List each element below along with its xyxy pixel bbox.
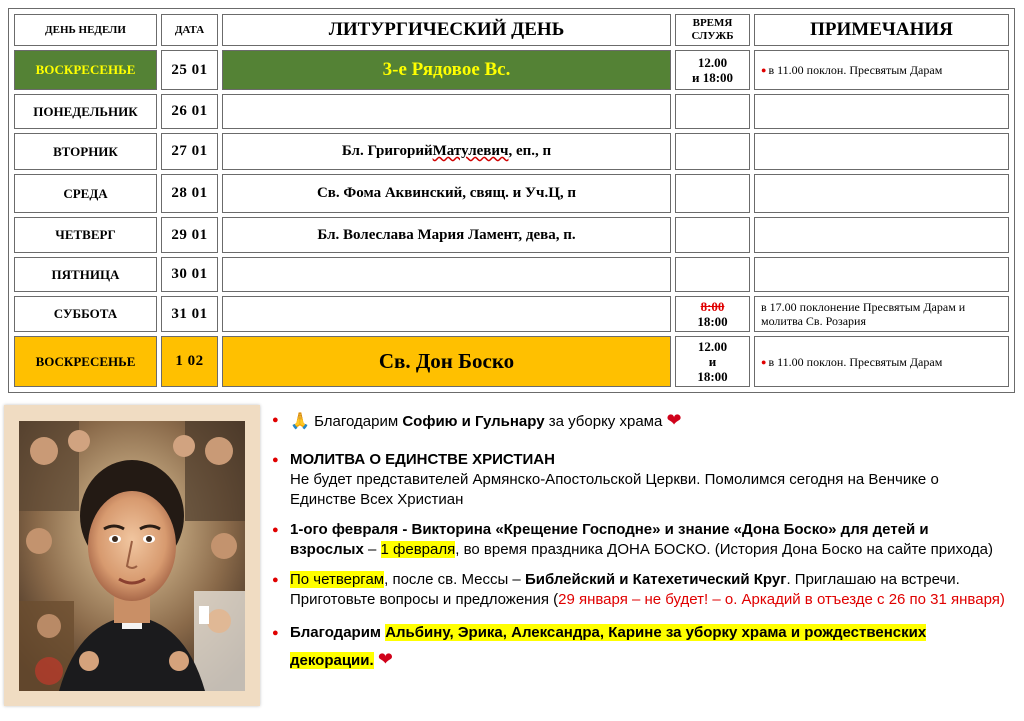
announcement-2-title: МОЛИТВА О ЕДИНСТВЕ ХРИСТИАН	[290, 451, 555, 468]
announcements	[270, 410, 1005, 674]
row7-time2: 18:00	[697, 314, 728, 329]
row8-note-text: в 11.00 поклон. Пресвятым Дарам	[768, 354, 943, 369]
row3-day: ВТОРНИК	[14, 133, 157, 170]
row2-note	[754, 94, 1009, 129]
announcement-2-text: Не будет представителей Армянско-Апостольской Церкви. Помолимся сегодня на Венчике о Единстве Всех Христиан	[290, 471, 939, 508]
announcement-4-bold: Библейский и Катехетический Круг	[524, 571, 787, 588]
header-day: ДЕНЬ НЕДЕЛИ	[14, 14, 157, 46]
row4-day: СРЕДА	[14, 174, 157, 213]
row3-note	[754, 133, 1009, 170]
heart-icon: ❤	[377, 649, 393, 669]
row7-note	[754, 296, 1009, 332]
row6-liturgical	[222, 257, 671, 292]
header-date: ДАТА	[161, 14, 218, 46]
row1-day: ВОСКРЕСЕНЬЕ	[14, 50, 157, 90]
row1-note-text: в 11.00 поклон. Пресвятым Дарам	[768, 63, 943, 77]
header-notes: ПРИМЕЧАНИЯ	[754, 14, 1009, 46]
row5-liturgical: Бл. Волеслава Мария Ламент, дева, п.	[222, 217, 671, 253]
bullet-dot-icon: ●	[761, 356, 767, 367]
announcement-1-a: Благодарим	[314, 413, 403, 430]
row4-liturgical: Св. Фома Аквинский, свящ. и Уч.Ц, п	[222, 174, 671, 213]
row1-date: 25 01	[161, 50, 218, 90]
row6-date: 30 01	[161, 257, 218, 292]
announcement-4	[270, 570, 1005, 610]
row7-note-text: в 17.00 поклонение Пресвятым Дарам и молитва Св. Розария	[761, 300, 966, 328]
row8-date: 1 02	[161, 336, 218, 387]
row4-note	[754, 174, 1009, 213]
header-time-line1: ВРЕМЯ	[692, 17, 733, 29]
heart-icon: ❤	[666, 410, 682, 430]
row3-liturgical	[222, 133, 671, 170]
portrait-collage-svg	[19, 421, 245, 691]
row7-date: 31 01	[161, 296, 218, 332]
bullet-dot-icon: ●	[761, 65, 767, 75]
announcement-4-red: 29 января – не будет! – о. Аркадий в отъезде с 26 по 31 января)	[558, 591, 1005, 608]
row8-day: ВОСКРЕСЕНЬЕ	[14, 336, 157, 387]
header-service-time	[675, 14, 750, 46]
announcement-3-bold: 1-ого февраля - Викторина «Крещение Господне» и знание «Дона Боско» для детей и взрослых	[290, 521, 929, 558]
row6-note	[754, 257, 1009, 292]
announcement-3-rest: , во время праздника ДОНА БОСКО. (История Дона Боско на сайте прихода)	[455, 541, 993, 558]
row3-time	[675, 133, 750, 170]
row7-time1-cancelled: 8:00	[700, 299, 725, 314]
announcement-5-highlight-2: декорации.	[290, 652, 374, 669]
row5-time	[675, 217, 750, 253]
announcement-4-b: . Приглашаю на встречи. Приготовьте вопросы и предложения (	[290, 571, 960, 608]
row3-lit-b: Матулевич	[432, 143, 509, 159]
row1-time	[675, 50, 750, 90]
row7-time	[675, 296, 750, 332]
announcement-3	[270, 520, 1005, 560]
row7-day: СУББОТА	[14, 296, 157, 332]
row5-note	[754, 217, 1009, 253]
row3-lit-a: Бл. Григорий	[341, 143, 433, 159]
praying-hands-icon: 🙏	[290, 413, 310, 430]
row5-date: 29 01	[161, 217, 218, 253]
row8-time3: 18:00	[697, 369, 728, 384]
header-liturgical-day: ЛИТУРГИЧЕСКИЙ ДЕНЬ	[222, 14, 671, 46]
row2-time	[675, 94, 750, 129]
announcement-3-date-highlight: 1 февраля	[380, 541, 456, 558]
announcement-5-bold: Благодарим	[290, 624, 386, 641]
row2-day: ПОНЕДЕЛЬНИК	[14, 94, 157, 129]
row6-day: ПЯТНИЦА	[14, 257, 157, 292]
row3-lit-c: , еп., п	[508, 143, 552, 159]
announcement-1-c: за уборку храма	[544, 413, 663, 430]
row8-time	[675, 336, 750, 387]
row3-date: 27 01	[161, 133, 218, 170]
announcement-4-highlight: По четвергам	[290, 571, 385, 588]
announcement-2	[270, 450, 1005, 510]
announcement-4-a: , после св. Мессы –	[384, 571, 525, 588]
row4-date: 28 01	[161, 174, 218, 213]
row8-time2: и	[708, 354, 717, 369]
row5-day: ЧЕТВЕРГ	[14, 217, 157, 253]
row1-liturgical: 3-е Рядовое Вс.	[222, 50, 671, 90]
row2-liturgical	[222, 94, 671, 129]
announcement-3-dash: –	[363, 541, 381, 558]
row8-liturgical: Св. Дон Боско	[222, 336, 671, 387]
row1-time1: 12.00	[697, 55, 728, 70]
row1-note	[754, 50, 1009, 90]
announcement-1-names: Софию и Гульнару	[402, 413, 545, 430]
row7-liturgical	[222, 296, 671, 332]
row8-time1: 12.00	[697, 339, 728, 354]
announcement-1	[270, 410, 1005, 432]
header-time-line2: СЛУЖБ	[691, 30, 734, 42]
schedule-table	[8, 8, 1015, 393]
row2-date: 26 01	[161, 94, 218, 129]
row1-time2: и 18:00	[691, 70, 734, 85]
announcement-5-highlight-1: Альбину, Эрика, Александра, Карине за уборку храма и рождественских	[385, 624, 927, 641]
announcement-5	[270, 620, 1005, 674]
don-bosco-portrait-frame	[4, 405, 260, 706]
row6-time	[675, 257, 750, 292]
don-bosco-portrait-icon	[19, 421, 245, 691]
row8-note	[754, 336, 1009, 387]
row4-time	[675, 174, 750, 213]
